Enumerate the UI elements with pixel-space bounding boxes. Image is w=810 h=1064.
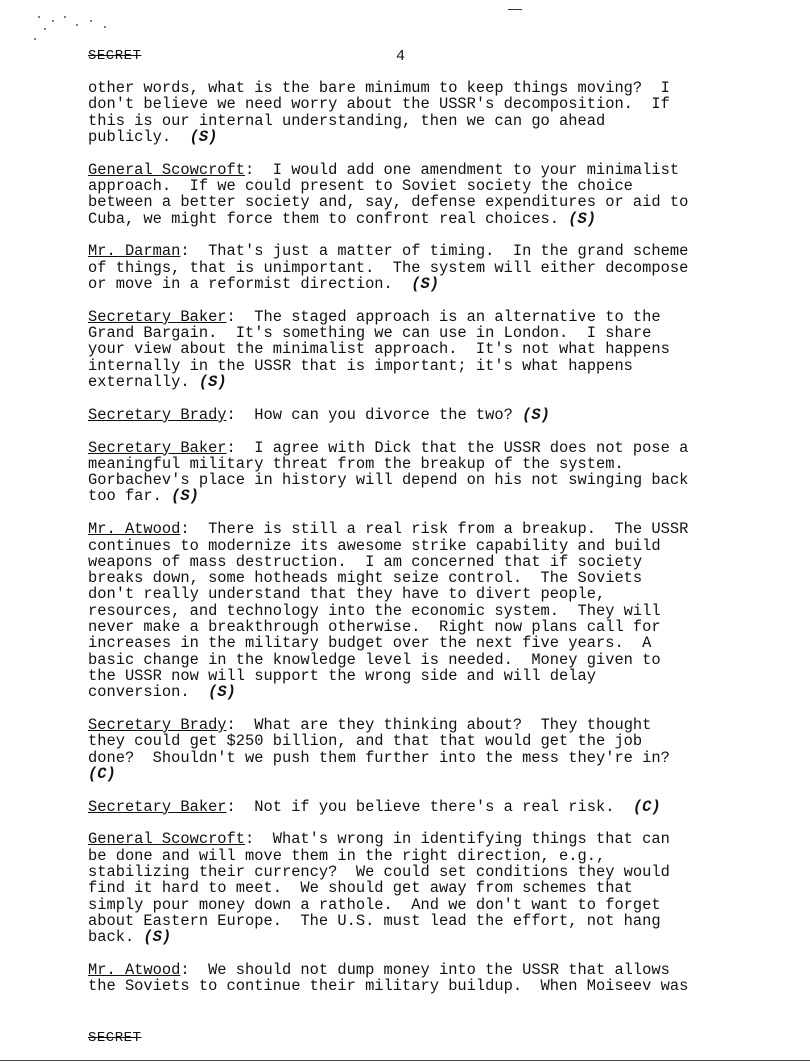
classification-mark: (C) [632, 797, 661, 816]
paragraph [88, 831, 788, 945]
speaker-name: Mr. Atwood [88, 961, 181, 980]
paragraph-text: : What's wrong in identifying things that can be done and will move them in the right direction, e.g., stabilizing their currency? We could set conditions they would find it hard to meet. We should get away from schemes that simply pour money down a rathole. And we don't want to forget about Eastern Europe. The U.S. must lead the effort, not hang back. [88, 830, 670, 947]
speaker-name: Secretary Brady [88, 716, 227, 734]
speaker-name: General Scowcroft [88, 830, 246, 849]
speaker-name: Secretary Baker [88, 438, 227, 457]
paragraph-text: : Not if you believe there's a real risk. [226, 797, 633, 816]
page-bottom-edge [0, 1060, 810, 1061]
paragraph-text: : That's just a matter of timing. In the grand scheme of things, that is unimportant. The system will either decompose or move in a reformist direction. [88, 242, 689, 293]
paragraph-text: : I would add one amendment to your minimalist approach. If we could present to Soviet society the choice between a better society and, say, defense expenditures or aid to Cuba, we might force them to confront real choices. [88, 160, 689, 228]
paragraph-text: : The staged approach is an alternative to the Grand Bargain. It's something we can use in London. I share your view about the minimalist approach. It's not what happens internally in the USSR that is important; it's what happens externally. [88, 307, 670, 391]
paragraph-text: : How can you divorce the two? [226, 405, 523, 424]
page-number: 4 [396, 48, 406, 65]
paragraph [88, 309, 788, 390]
speaker-name: General Scowcroft [88, 160, 246, 179]
paragraph [88, 440, 788, 505]
paragraph-text: : What are they thinking about? They thought they could get $250 billion, and that that would get the job done? Shouldn't we push them further into the mess they're in? [88, 716, 670, 767]
paragraph [88, 799, 788, 815]
paragraph [88, 717, 788, 782]
paragraph-text: : I agree with Dick that the USSR does not pose a meaningful military threat from the breakup of the system. Gorbachev's place in history will depend on his not swinging back too far. [88, 438, 689, 506]
classification-mark: (C) [88, 764, 116, 783]
speaker-name: Mr. Atwood [88, 520, 181, 539]
paragraph [88, 962, 788, 995]
speaker-name: Secretary Baker [88, 307, 227, 326]
paragraph-text: : We should not dump money into the USSR that allows the Soviets to continue their military buildup. When Moiseev was [88, 961, 689, 996]
transcript-body [88, 80, 788, 1011]
paragraph [88, 162, 788, 227]
header-classification: SECRET [88, 48, 142, 64]
classification-mark: (S) [171, 487, 199, 506]
speaker-name: Secretary Baker [88, 797, 227, 816]
classification-mark: (S) [198, 372, 227, 391]
classification-mark: (S) [208, 683, 236, 702]
speaker-name: Mr. Darman [88, 242, 181, 261]
paragraph-text: other words, what is the bare minimum to keep things moving? I don't believe we need worry about the USSR's decomposition. If this is our internal understanding, then we can go ahead publicly. [88, 79, 670, 146]
classification-mark: (S) [143, 928, 172, 947]
paragraph-text: : There is still a real risk from a breakup. The USSR continues to modernize its awesome strike capability and build weapons of mass destruction. I am concerned that if society breaks down, some hotheads might seize control. The Soviets don't really understand that they have to divert people, resources, and technology into the economic system. They will never make a breakthrough otherwise. Right now plans call for increases in the military budget over the next five years. A basic change in the knowledge level is needed. Money given to the USSR now will support the wrong side and will delay conversion. [88, 520, 689, 702]
classification-mark: (S) [189, 127, 218, 146]
paragraph [88, 407, 788, 423]
header-rule [508, 9, 522, 10]
classification-mark: (S) [568, 209, 596, 228]
paragraph [88, 243, 788, 292]
footer-classification: SECRET [88, 1030, 142, 1046]
classification-mark: (S) [522, 405, 550, 424]
speaker-name: Secretary Brady [88, 405, 227, 424]
classification-mark: (S) [411, 274, 439, 293]
paragraph [88, 80, 788, 145]
paragraph [88, 521, 788, 700]
